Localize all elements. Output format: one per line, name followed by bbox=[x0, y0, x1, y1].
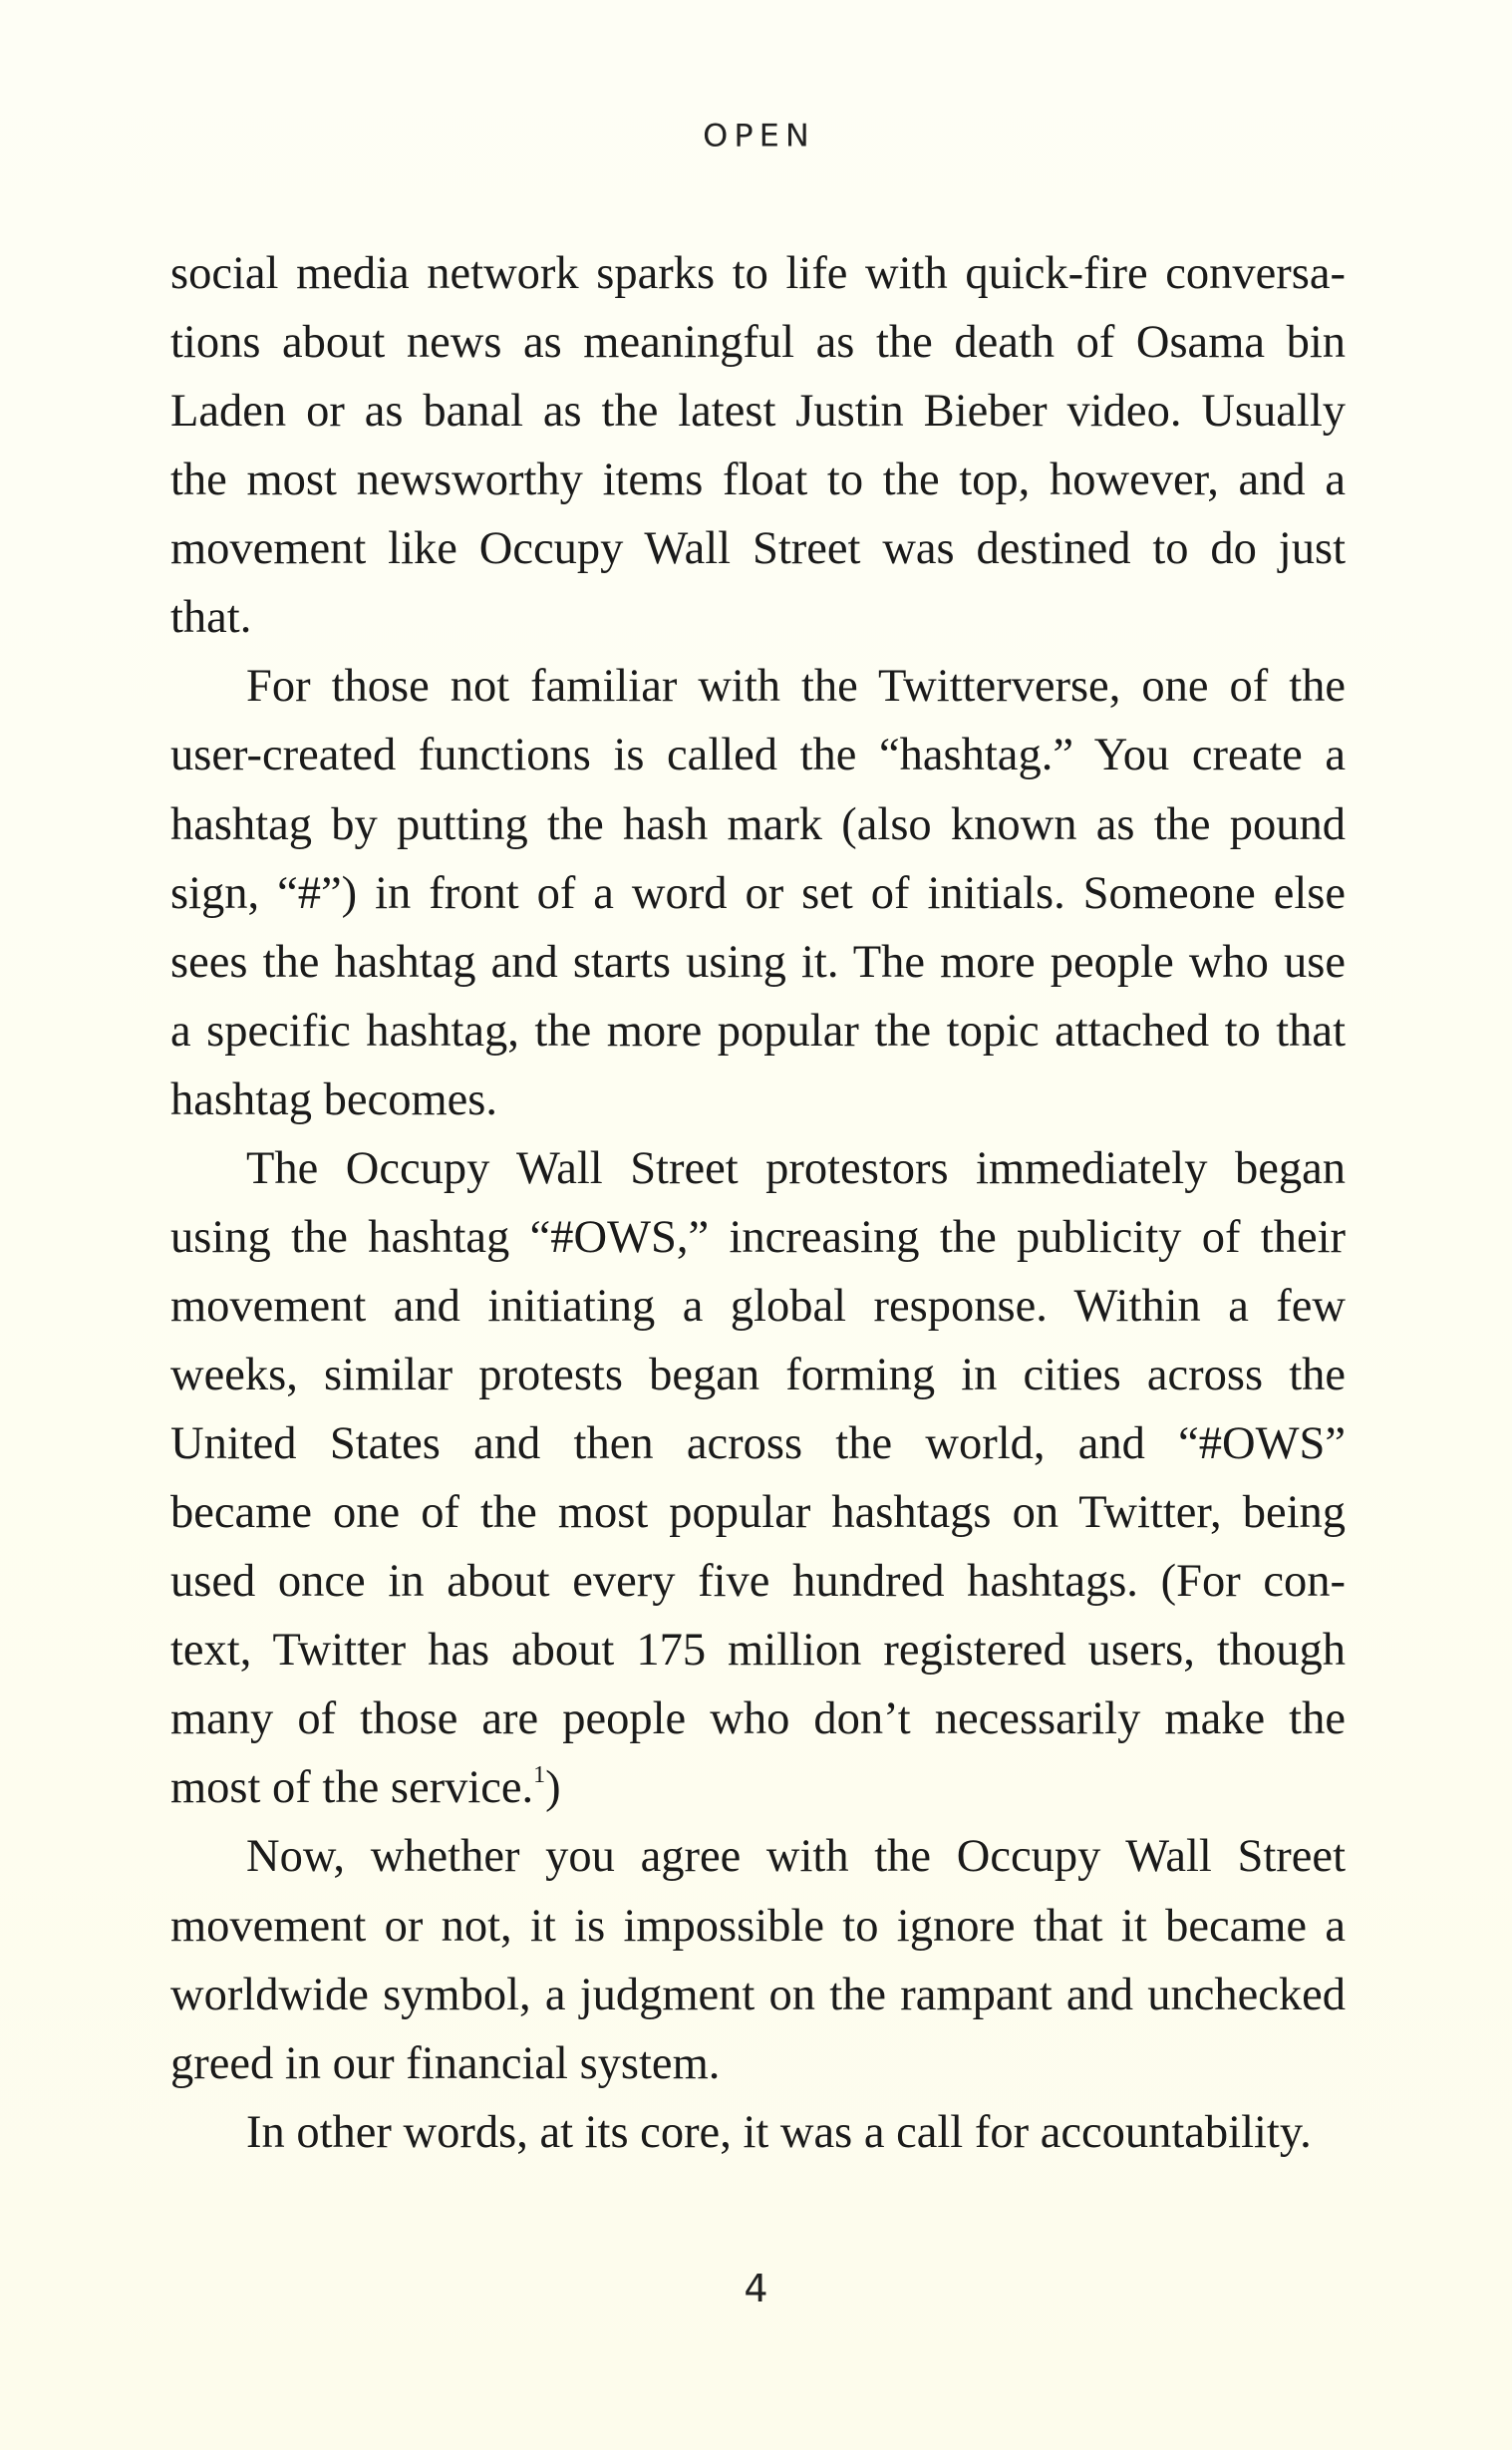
footnote-marker[interactable]: 1 bbox=[533, 1762, 546, 1789]
text-line: many of those are people who don’t necessarily make the bbox=[170, 1693, 1346, 1745]
text-line: movement and initiating a global response. Within a few bbox=[170, 1280, 1346, 1332]
body-text bbox=[170, 239, 1346, 2167]
paragraph bbox=[170, 1134, 1346, 1823]
text-line: weeks, similar protests began forming in cities across the bbox=[170, 1350, 1346, 1400]
text-line-content: most of the service. bbox=[170, 1762, 534, 1814]
paragraph bbox=[170, 652, 1346, 1133]
text-line: using the hashtag “#OWS,” increasing the publicity of their bbox=[170, 1211, 1346, 1263]
text-line: sees the hashtag and starts using it. The more people who use bbox=[170, 936, 1346, 988]
running-head-title: OPEN bbox=[703, 117, 815, 154]
text-line: greed in our financial system. bbox=[170, 2037, 721, 2089]
text-line: text, Twitter has about 175 million registered users, though bbox=[170, 1625, 1346, 1677]
page-number: 4 bbox=[744, 2267, 768, 2310]
text-line: sign, “#”) in front of a word or set of initials. Someone else bbox=[170, 867, 1346, 919]
text-line: tions about news as meaningful as the death of Osama bin bbox=[170, 317, 1346, 369]
text-line: In other words, at its core, it was a call for accountability. bbox=[246, 2106, 1312, 2158]
paragraph bbox=[170, 1822, 1346, 2097]
text-line: hashtag by putting the hash mark (also known as the pound bbox=[170, 798, 1346, 850]
text-line: hashtag becomes. bbox=[170, 1073, 497, 1125]
text-line: that. bbox=[170, 592, 252, 644]
paragraph bbox=[170, 239, 1346, 652]
text-line: movement or not, it is impossible to ignore that it became a bbox=[170, 1900, 1346, 1952]
text-line: worldwide symbol, a judgment on the rampant and unchecked bbox=[170, 1969, 1346, 2020]
text-line: became one of the most popular hashtags on Twitter, being bbox=[170, 1487, 1346, 1539]
text-line: Now, whether you agree with the Occupy Wall Street bbox=[246, 1831, 1346, 1883]
text-line: used once in about every five hundred hashtags. (For con- bbox=[170, 1556, 1346, 1608]
text-line: The Occupy Wall Street protestors immediately began bbox=[246, 1142, 1346, 1194]
text-line-with-footnote bbox=[170, 1753, 1346, 1822]
text-line: For those not familiar with the Twitterverse, one of the bbox=[246, 661, 1346, 713]
paragraph bbox=[170, 2098, 1346, 2167]
running-head bbox=[0, 118, 1512, 153]
text-line: Laden or as banal as the latest Justin Bieber video. Usually bbox=[170, 386, 1346, 438]
text-line: United States and then across the world, and “#OWS” bbox=[170, 1418, 1346, 1470]
text-line: social media network sparks to life with quick-fire conversa- bbox=[170, 248, 1346, 299]
closing-parenthesis: ) bbox=[545, 1762, 561, 1814]
text-line: user-created functions is called the “hashtag.” You create a bbox=[170, 730, 1346, 781]
text-line: a specific hashtag, the more popular the topic attached to that bbox=[170, 1005, 1346, 1057]
text-line: the most newsworthy items float to the top, however, and a bbox=[170, 455, 1346, 506]
text-line: movement like Occupy Wall Street was destined to do just bbox=[170, 523, 1346, 575]
